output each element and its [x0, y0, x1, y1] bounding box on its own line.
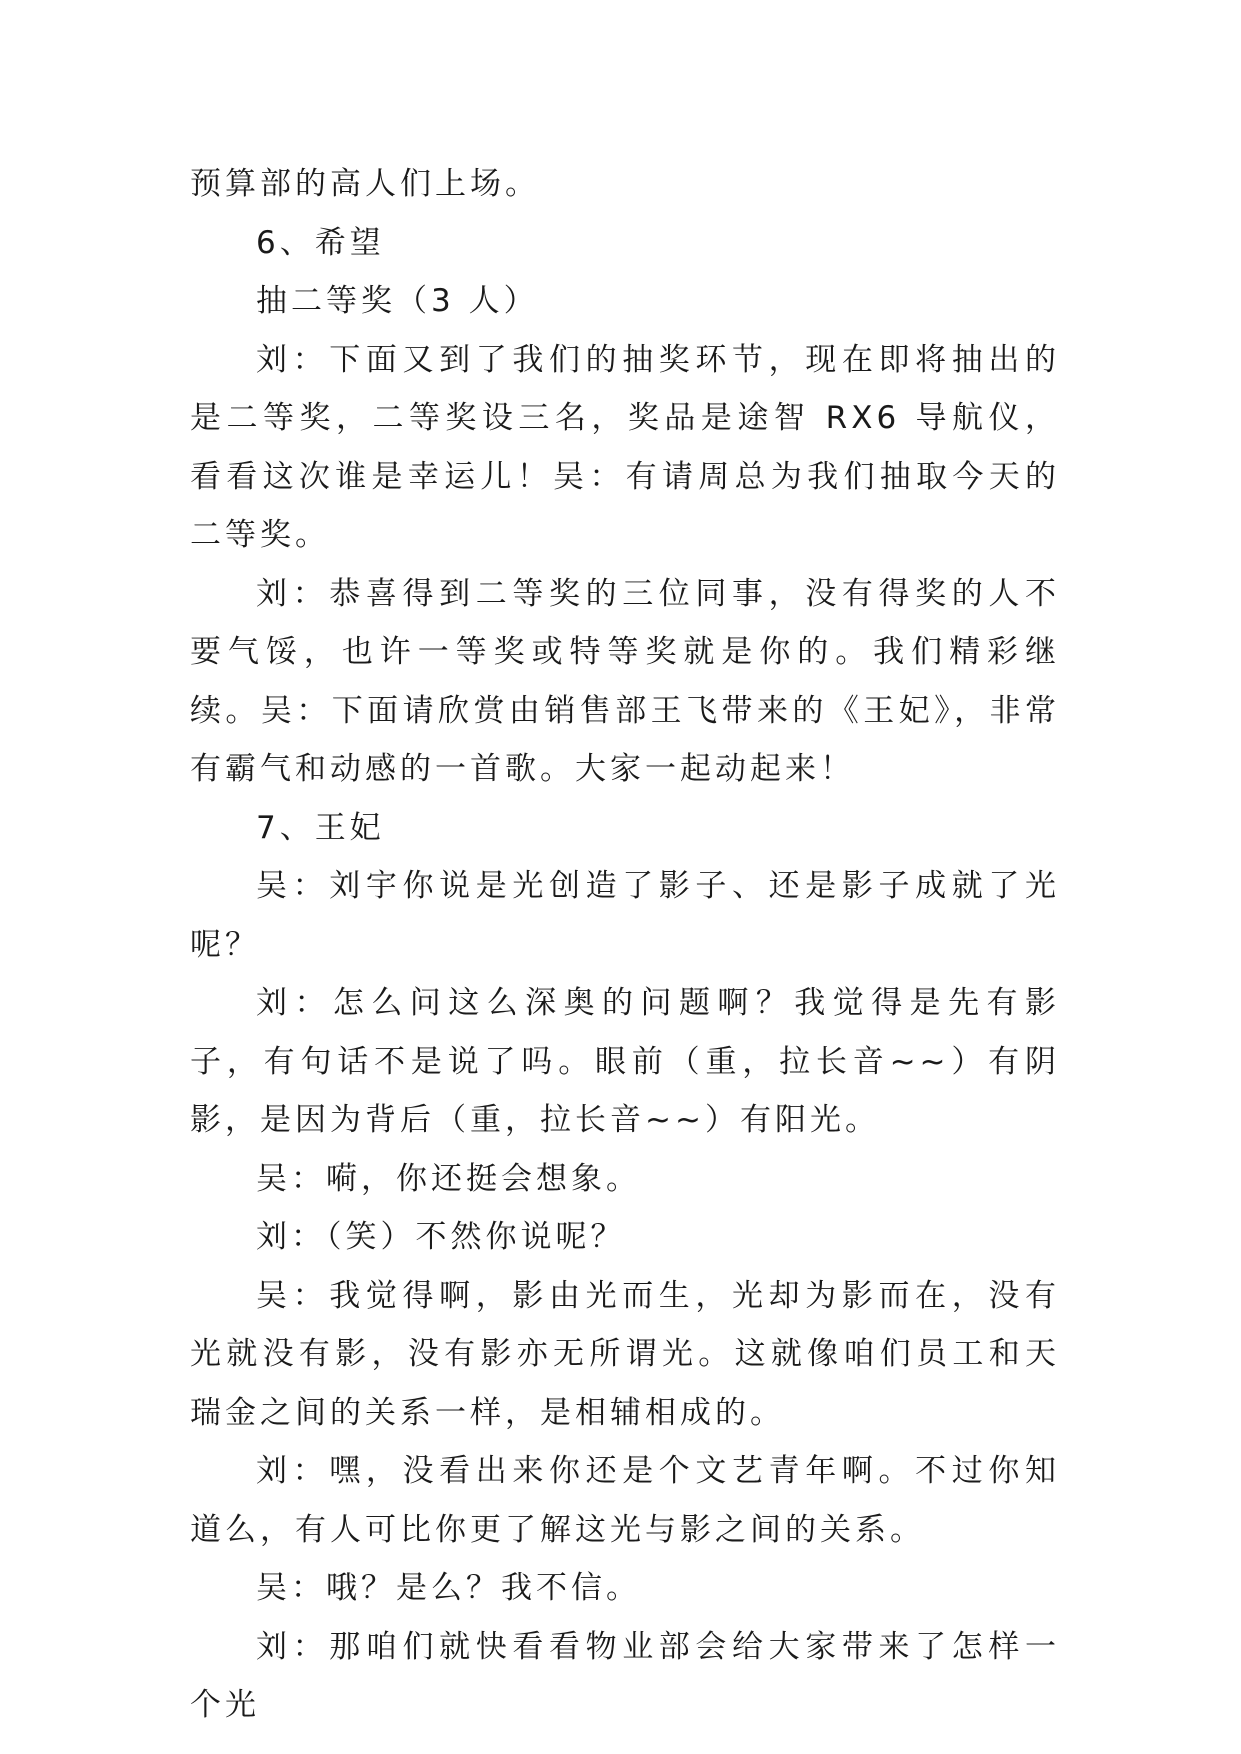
paragraph-dialogue: 刘：嘿，没看出来你还是个文艺青年啊。不过你知道么，有人可比你更了解这光与影之间的关系。: [190, 1453, 1060, 1548]
paragraph-dialogue: 刘：那咱们就快看看物业部会给大家带来了怎样一个光: [190, 1628, 1060, 1723]
paragraph-intro-end: 预算部的高人们上场。: [190, 166, 540, 202]
paragraph-dialogue: 吴：刘宇你说是光创造了影子、还是影子成就了光呢？: [190, 868, 1060, 963]
paragraph-dialogue: 吴：哦？是么？我不信。: [256, 1570, 641, 1606]
section-heading-princess: 7、王妃: [256, 809, 385, 846]
section-heading-hope: 6、希望: [256, 224, 385, 261]
paragraph-dialogue: 吴：嗬，你还挺会想象。: [256, 1160, 641, 1197]
paragraph-dialogue: 吴：我觉得啊，影由光而生，光却为影而在，没有光就没有影，没有影亦无所谓光。这就像咱们员工和天瑞金之间的关系一样，是相辅相成的。: [190, 1277, 1060, 1431]
paragraph-dialogue: 刘：（笑）不然你说呢？: [256, 1219, 626, 1255]
paragraph-dialogue: 刘：下面又到了我们的抽奖环节，现在即将抽出的是二等奖，二等奖设三名，奖品是途智 RX6 导航仪，看看这次谁是幸运儿！吴：有请周总为我们抽取今天的二等奖。: [190, 341, 1060, 553]
paragraph-second-prize-title: 抽二等奖（3 人）: [256, 283, 539, 319]
document-body: [190, 155, 1060, 1735]
paragraph-dialogue: 刘：怎么问这么深奥的问题啊？我觉得是先有影子，有句话不是说了吗。眼前（重，拉长音~~）有阴影，是因为背后（重，拉长音~~）有阳光。: [190, 985, 1060, 1138]
paragraph-dialogue: 刘：恭喜得到二等奖的三位同事，没有得奖的人不要气馁，也许一等奖或特等奖就是你的。我们精彩继续。吴：下面请欣赏由销售部王飞带来的《王妃》，非常有霸气和动感的一首歌。大家一起动起来！: [190, 575, 1060, 787]
